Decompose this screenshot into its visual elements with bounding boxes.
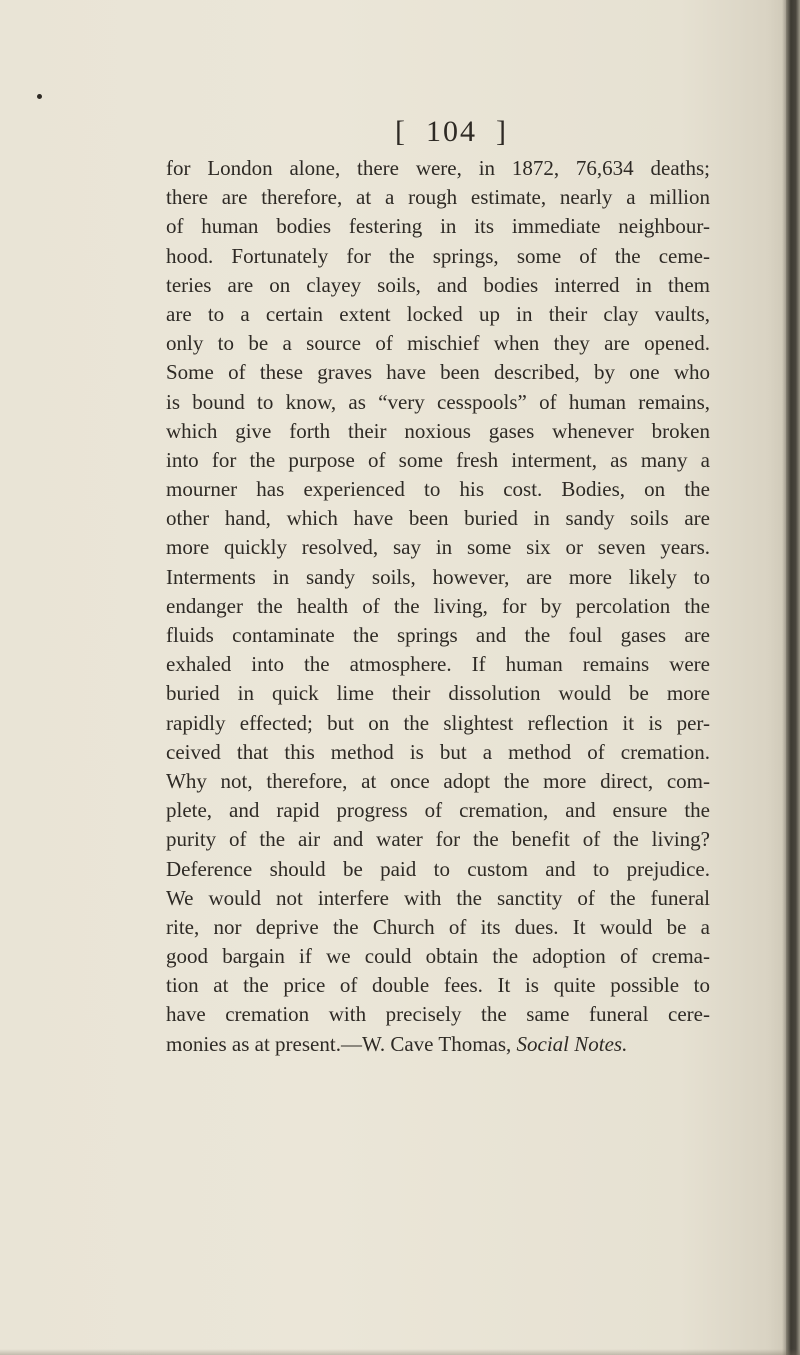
text-line: is bound to know, as “very cesspools” of human remains,: [166, 389, 710, 414]
text-line: Deference should be paid to custom and to prejudice.: [166, 856, 710, 881]
text-line: ceived that this method is but a method of cremation.: [166, 739, 710, 764]
text-line: mourner has experienced to his cost. Bodies, on the: [166, 477, 710, 502]
book-spine-edge: [786, 0, 800, 1355]
body-text: [166, 154, 710, 1059]
text-line: which give forth their noxious gases whenever broken: [166, 418, 710, 443]
text-line: have cremation with precisely the same funeral cere-: [166, 1002, 710, 1027]
text-line: Why not, therefore, at once adopt the more direct, com-: [166, 768, 710, 793]
text-line: there are therefore, at a rough estimate, nearly a million: [166, 185, 710, 210]
text-line: plete, and rapid progress of cremation, and ensure the: [166, 798, 710, 823]
ink-speck: [37, 94, 42, 99]
text-line: only to be a source of mischief when they are opened.: [166, 331, 710, 356]
text-line: teries are on clayey soils, and bodies interred in them: [166, 272, 710, 297]
text-line: other hand, which have been buried in sandy soils are: [166, 506, 710, 531]
text-line: rapidly effected; but on the slightest reflection it is per-: [166, 710, 710, 735]
text-line: buried in quick lime their dissolution would be more: [166, 681, 710, 706]
text-line: good bargain if we could obtain the adoption of crema-: [166, 944, 710, 969]
text-line: endanger the health of the living, for by percolation the: [166, 593, 710, 618]
text-line: rite, nor deprive the Church of its dues. It would be a: [166, 914, 710, 939]
text-line: fluids contaminate the springs and the foul gases are: [166, 623, 710, 647]
text-line: more quickly resolved, say in some six or seven years.: [166, 535, 710, 560]
source-title: Social Notes.: [516, 1031, 628, 1056]
text-line: for London alone, there were, in 1872, 76,634 deaths;: [166, 156, 710, 180]
text-line: exhaled into the atmosphere. If human remains were: [166, 652, 710, 677]
attribution-text: monies as at present.—W. Cave Thomas,: [166, 1031, 512, 1056]
page-bottom-edge: [0, 1349, 800, 1355]
page-number-header: [ 104 ]: [395, 115, 508, 148]
text-line: Some of these graves have been described, by one who: [166, 360, 710, 385]
text-line: purity of the air and water for the benefit of the living?: [166, 827, 710, 852]
text-line: are to a certain extent locked up in their clay vaults,: [166, 301, 710, 326]
text-line: Interments in sandy soils, however, are more likely to: [166, 564, 710, 589]
text-line: into for the purpose of some fresh interment, as many a: [166, 447, 710, 472]
text-line: of human bodies festering in its immediate neighbour-: [166, 214, 710, 239]
text-line: tion at the price of double fees. It is quite possible to: [166, 973, 710, 998]
text-line: hood. Fortunately for the springs, some of the ceme-: [166, 243, 710, 268]
text-line: We would not interfere with the sanctity of the funeral: [166, 885, 710, 910]
final-text-line: [166, 1030, 710, 1059]
